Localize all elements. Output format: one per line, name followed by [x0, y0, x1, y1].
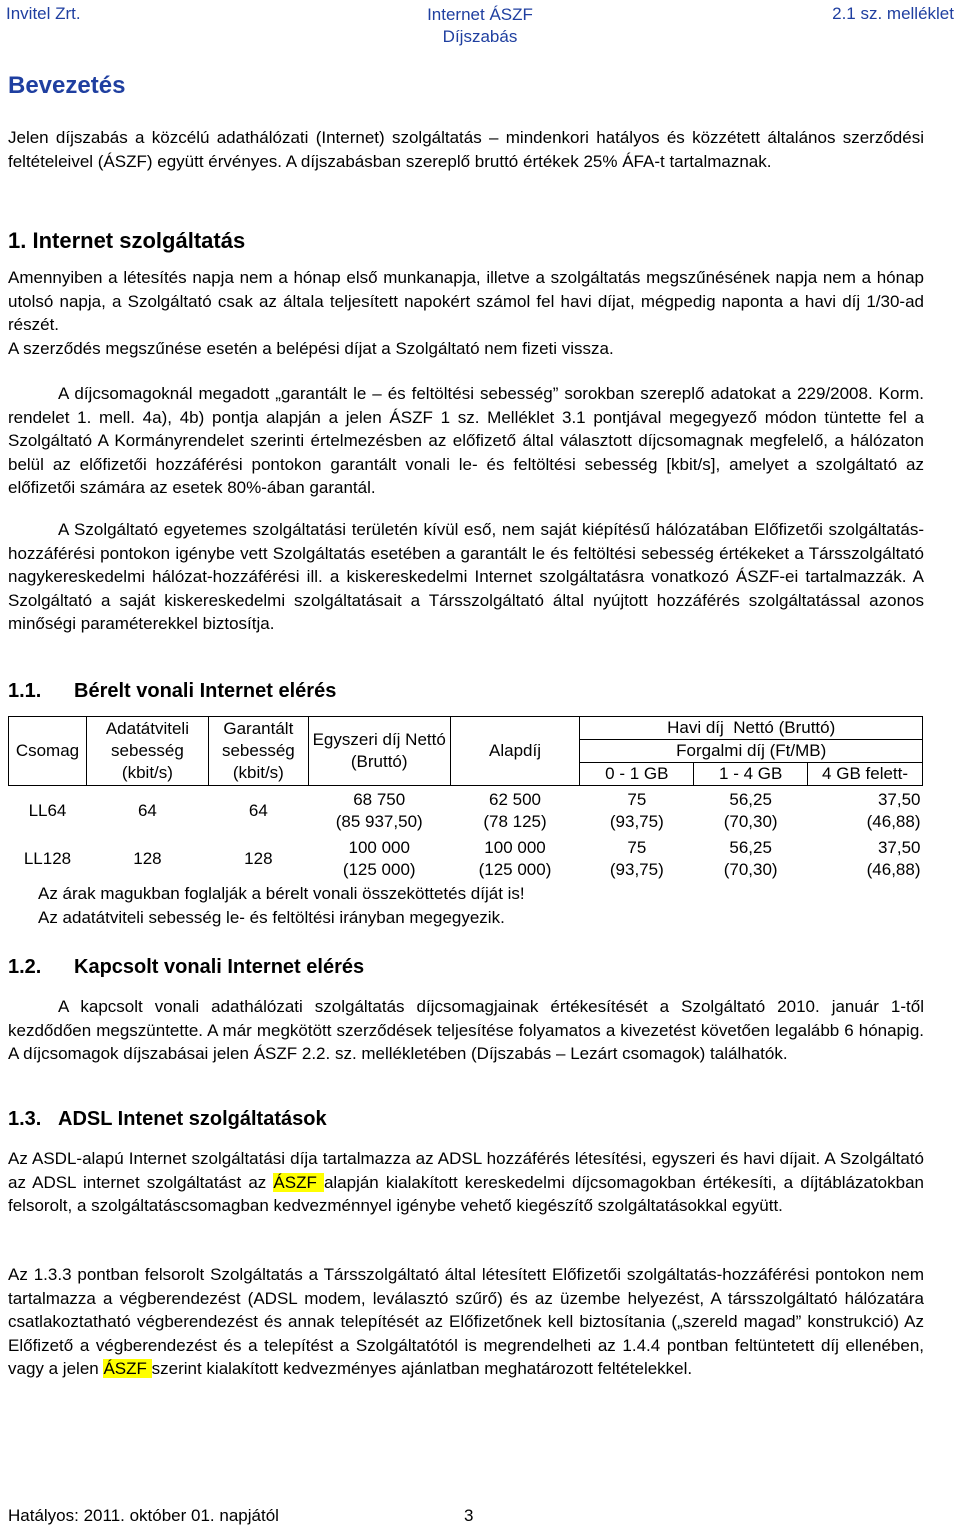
value-net: 56,25 — [729, 837, 772, 857]
note-speed-symmetric: Az adatátviteli sebesség le- és feltöltési irányban megegyezik. — [38, 908, 505, 927]
header-guaranteed-speed: Garantált sebesség (kbit/s) — [208, 717, 308, 786]
cell-guaranteed-speed: 128 — [244, 848, 273, 868]
page-number: 3 — [464, 1506, 474, 1525]
cell-tier2 — [694, 836, 808, 882]
header-transfer-speed: Adatátviteli sebesség (kbit/s) — [86, 717, 208, 786]
highlighted-aszf: ÁSZF — [103, 1359, 152, 1379]
value-net: 75 — [627, 837, 647, 857]
cell-package: LL64 — [28, 800, 67, 820]
value-net: 37,50 — [877, 789, 921, 809]
header-tier-4gb-plus: 4 GB felett- — [808, 763, 923, 786]
value-net: 62 500 — [489, 789, 541, 809]
value-net: 37,50 — [877, 837, 921, 857]
section1-title: 1. Internet szolgáltatás — [8, 228, 246, 253]
cell-speed: 64 — [137, 800, 157, 820]
cell-package: LL128 — [23, 848, 72, 868]
section13-para1 — [8, 1147, 924, 1218]
section1-para3: A díjcsomagoknál megadott „garantált le – és feltöltési sebesség” sorokban szereplő adatokat a 229/2008. Korm. rendelet 1. mell. 4a), 4b) pontja alapján a jelen ÁSZF 1 sz. Melléklet 3.1 pontjával megegyező módon tüntette fel a Szolgáltató A Kormányrendelet szerinti értelmezésben az előfizető által választott díjcsomagnak megfelelő, a hálózaton belül az előfizetői hozzáférési pontokon garantált vonali le- és feltöltési sebesség [kbit/s], amelyet a szolgáltató az előfizetői számára az esetek 80%-ában garantál. — [8, 384, 924, 498]
value-gross: (125 000) — [478, 859, 552, 879]
cell-base-fee — [450, 836, 580, 882]
value-net: 75 — [627, 789, 647, 809]
header-annex: 2.1 sz. melléklet — [832, 4, 954, 23]
cell-speed: 128 — [133, 848, 162, 868]
value-gross: (125 000) — [342, 859, 416, 879]
section11-number: 1.1. — [8, 680, 42, 702]
section12-heading — [8, 956, 364, 979]
value-net: 68 750 — [353, 789, 406, 809]
table-row — [9, 836, 923, 882]
section13-number: 1.3. — [8, 1108, 42, 1130]
cell-setup-fee — [308, 836, 450, 882]
header-setup-fee: Egyszeri díj Nettó (Bruttó) — [308, 717, 450, 786]
value-gross: (70,30) — [723, 811, 778, 831]
header-company: Invitel Zrt. — [6, 4, 81, 23]
header-tier-1-4gb: 1 - 4 GB — [694, 763, 808, 786]
header-traffic-fee: Forgalmi díj (Ft/MB) — [580, 740, 923, 763]
table-row — [9, 786, 923, 836]
section13-para2 — [8, 1263, 924, 1381]
value-gross: (78 125) — [483, 811, 547, 831]
value-gross: (46,88) — [866, 811, 921, 831]
cell-guaranteed-speed: 64 — [248, 800, 268, 820]
para1-text-b: alapján kialakított kereskedelmi díjcsomagokban értékesíti, a díjtáblázatokban felsorolt, a szolgáltatáscsomagban kedvezménnyel igénybe vehető kiegészítő szolgáltatásokkal együtt. — [8, 1172, 925, 1216]
value-net: 100 000 — [348, 837, 410, 857]
value-gross: (93,75) — [609, 859, 664, 879]
section12-number: 1.2. — [8, 956, 42, 978]
highlighted-aszf: ÁSZF — [273, 1172, 324, 1192]
section1-para1: Amennyiben a létesítés napja nem a hónap első munkanapja, illetve a szolgáltatás megszűnésének napja nem a hónap utolsó napja, a Szolgáltató csak az általa teljesített napokért számol fel havi díjat, mégpedig naponta a havi díj 1/30-ad részét. — [8, 268, 924, 335]
section13-title: ADSL Intenet szolgáltatások — [58, 1108, 327, 1130]
header-doc-subtitle: Díjszabás — [442, 27, 518, 46]
section13-heading — [8, 1108, 327, 1131]
cell-setup-fee — [308, 786, 450, 836]
intro-title: Bevezetés — [8, 72, 126, 99]
cell-base-fee — [450, 786, 580, 836]
header-doc-title: Internet ÁSZF — [427, 5, 533, 24]
header-monthly-fee: Havi díj Nettó (Bruttó) — [580, 717, 923, 740]
para2-text-a: Az 1.3.3 pontban felsorolt Szolgáltatás a Társszolgáltató által létesített Előfizetői szolgáltatás-hozzáférési pontokon nem tartalmazza a végberendezést (ADSL modem, leválasztó szűrő) és az üzembe helyezést, A társszolgáltató hálózatára csatlakoztatható végberendezést és annak telepítését az Előfizetőnek kell biztosítania („szereld magad” konstrukció) Az Előfizető a végberendezést és a telepítést a Szolgáltatótól is megrendelheti az 1.4.4 pontban feltüntetett díj ellenében, vagy a jelen — [8, 1265, 924, 1379]
cell-tier2 — [694, 786, 808, 836]
para1-text-a: Az ASDL-alapú Internet szolgáltatási díja tartalmazza az ADSL hozzáférés létesítési, egyszeri és havi díjait. A Szolgáltató az ADSL internet szolgáltatást az — [8, 1149, 924, 1192]
footer — [8, 1506, 474, 1526]
section12-title: Kapcsolt vonali Internet elérés — [74, 956, 365, 978]
value-gross: (93,75) — [609, 811, 664, 831]
header-base-fee: Alapdíj — [450, 717, 580, 786]
header-center — [0, 4, 960, 48]
note-price-includes: Az árak magukban foglalják a bérelt vonali összeköttetés díját is! — [38, 884, 525, 903]
section12-text: A kapcsolt vonali adathálózati szolgáltatás díjcsomagjainak értékesítését a Szolgáltató 2010. január 1-től kezdődően megszüntette. A már megkötött szerződések teljesítése folyamatos a kivezetést követően legalább 6 hónapig. A díjcsomagok díjszabásai jelen ÁSZF 2.2. sz. mellékletében (Díjszabás – Lezárt csomagok) találhatók. — [8, 997, 924, 1064]
header-tier-0-1gb: 0 - 1 GB — [580, 763, 694, 786]
value-gross: (46,88) — [866, 859, 921, 879]
cell-tier3 — [808, 836, 923, 882]
value-gross: (70,30) — [723, 859, 778, 879]
value-net: 56,25 — [729, 789, 772, 809]
header-package: Csomag — [9, 717, 87, 786]
table-notes — [38, 882, 525, 930]
para2-text-b: szerint kialakított kedvezményes ajánlatban meghatározott feltételekkel. — [151, 1359, 693, 1379]
cell-tier1 — [580, 836, 694, 882]
section11-heading — [8, 680, 336, 703]
section1-para4: A Szolgáltató egyetemes szolgáltatási területén kívül eső, nem saját kiépítésű hálózatában Előfizetői szolgáltatás-hozzáférési pontokon igénybe vett Szolgáltatás esetében a garantált le és feltöltési sebesség értékeket a Társszolgáltató nagykereskedelmi hálózat-hozzáférési ill. a kiskereskedelmi Internet szolgáltatásra vonatkozó ÁSZF-ei tartalmazzák. A Szolgáltató a saját kiskereskedelmi szolgáltatásait a Társszolgáltató által nyújtott hozzáférés szolgáltatással azonos minőségi paraméterekkel biztosítja. — [8, 520, 924, 634]
section1-para2: A szerződés megszűnése esetén a belépési díjat a Szolgáltató nem fizeti vissza. — [8, 339, 614, 358]
cell-tier1 — [580, 786, 694, 836]
section11-title: Bérelt vonali Internet elérés — [74, 680, 337, 702]
value-gross: (85 937,50) — [335, 811, 423, 831]
footer-effective-date: Hatályos: 2011. október 01. napjától — [8, 1506, 279, 1525]
leased-line-tariff-table — [8, 716, 923, 882]
cell-tier3 — [808, 786, 923, 836]
value-net: 100 000 — [484, 837, 546, 857]
intro-text: Jelen díjszabás a közcélú adathálózati (Internet) szolgáltatás – mindenkori hatályos és közzétett általános szerződési feltételeivel (ÁSZF) együtt érvényes. A díjszabásban szereplő bruttó értékek 25% ÁFA-t tartalmaznak. — [8, 128, 924, 171]
